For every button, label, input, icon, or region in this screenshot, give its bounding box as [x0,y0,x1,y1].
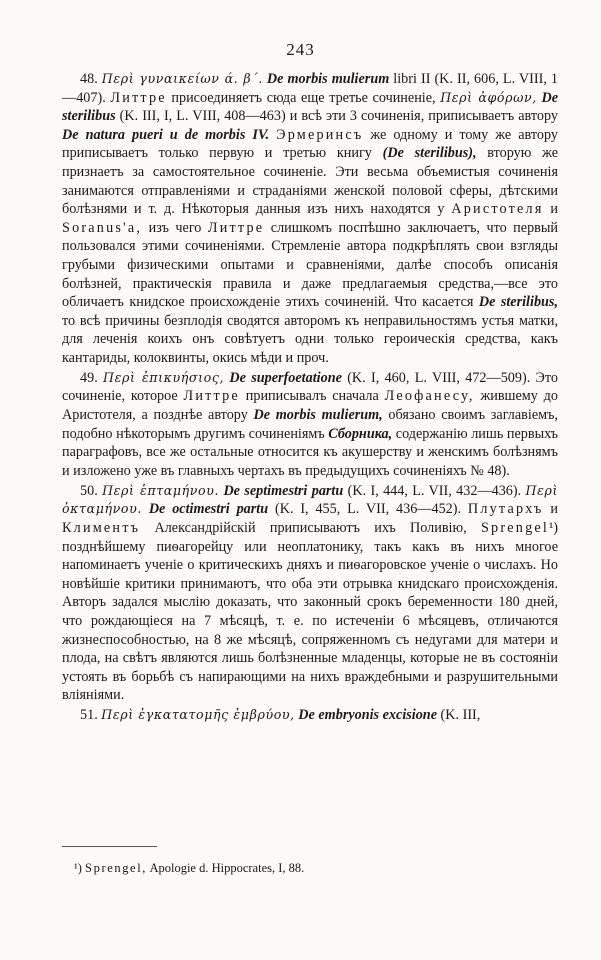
text-segment: 48. [80,71,102,87]
text-segment: Сборника, [328,425,393,442]
footnote-text: Apologie d. Hippocrates, I, 88. [147,861,305,875]
text-segment: 49. [80,369,104,386]
text-segment: же одному и тому же автору приписываетъ только первую и третью книгу [62,126,558,162]
text-segment: слишкомъ поспѣшно заключаетъ, что первый пользовался этими сочиненіями. Стремленіе автора подкрѣплять свои взгляды грубыми физическими опытами и сравненіями, далѣе способъ описанія болѣзней, практическія правила и даже предлагаемыя средства,—все это обличаетъ книдское происхожденіе этихъ сочиненій. Что касается [62,219,558,311]
text-segment: De superfoetatione [229,369,342,386]
text-segment: Плутархъ [467,501,544,518]
text-segment: обязано своимъ заглавіемъ, подобно нѣкоторымъ другимъ сочиненіямъ [62,407,558,442]
text-segment: (K. I, 455, L. VII, 436—452). [268,501,468,518]
footnote [74,860,554,876]
text-segment: Литтре [110,89,167,106]
text-segment: (De sterilibus), [382,145,477,162]
text-segment: (K. I, 444, L. VII, 432—436). [343,482,526,499]
footnote-rule [62,846,157,847]
text-segment: ¹) позднѣйшему пиѳагорейцу или неоплатонику, такъ какъ въ нихъ многое напоминаетъ ученіе о критическихъ дняхъ и пиѳагоровское ученіе о числахъ. Но новѣйшіе критики принимаютъ, что оба эти отрывка книдскаго происхожденія. Авторъ задался мыслію доказать, что законный срокъ беременности 180 дней, что рождающіеся на 7 мѣсяцѣ, т. е. по истеченіи 6 мѣсяцевъ, отличаются жизнеспособностью, на 8 же мѣсяцѣ, сопряженномъ съ недугами для матери и плода, на свѣтъ являются лишь болѣзненные младенцы, которые не въ состояніи устоять въ борьбѣ съ напирающими на нихъ враждебными и разрушительными вліяніями. [62,520,558,704]
text-segment: Литтре [207,219,265,236]
text-segment: и [543,501,559,518]
text-segment: Περὶ ἑπταμήνου. [102,482,220,498]
text-segment: Литтре [183,388,240,405]
text-segment: присоединяетъ сюда еще третье сочиненіе, [166,89,441,106]
text-segment: Sprengel [480,520,550,537]
text-segment: Климентъ [62,520,141,537]
text-segment: вторую же признаетъ за самостоятельное сочиненіе. Эти весьма объемистыя сочиненія занимаются отправленіями и страданіями женской половой сферы, дѣтскими болѣзнями и т. д. Нѣкоторыя данныя изъ нихъ находятся у [62,145,558,218]
text-segment: De sterilibus [62,89,558,125]
text-segment: De septimestri partu [223,482,344,499]
text-segment: libri II (K. II, 606, L. VIII, 1—407). [62,71,559,106]
paragraph [62,70,558,368]
text-segment: De octimestri partu [148,501,269,518]
text-segment: то всѣ причины безплодія сводятся авторомъ къ неправильностямъ устья матки, для леченія коихъ онъ совѣтуетъ одни только героическія средства, какъ кантариды, колоквинты, окись мѣди и проч. [62,312,558,366]
paragraph [62,482,558,705]
text-segment: Περὶ ἐπικυήσιος, [103,369,225,385]
text-segment: (K. I, 460, L. VIII, 472—509). Это сочиненіе, которое [62,369,559,405]
text-segment: Аристотеля [451,201,544,218]
text-segment: 50. [80,482,103,499]
text-segment: Περὶ ἀφόρων, [440,89,537,105]
text-segment: 51. [80,707,102,724]
text-segment: Александрійскій приписываютъ ихъ Поливію, [140,520,481,537]
text-segment: De natura pueri и de morbis IV. [62,126,270,143]
body-text [62,70,558,726]
footnote-marker: ¹) [74,861,82,875]
page-number: 243 [286,40,315,59]
text-segment: Soranus'a, [62,219,143,236]
text-segment [142,501,149,517]
footnote-author: Sprengel, [85,861,148,875]
text-segment: Περὶ ἐγκατατομῆς ἐμβρύου, [101,707,295,723]
text-segment: приписывалъ сначала [239,388,385,405]
text-segment: жившему до Аристотеля, а позднѣе автору [62,388,558,424]
paragraph [62,706,558,725]
text-segment: изъ чего [142,219,208,236]
text-segment: De sterilibus, [478,294,558,311]
text-segment: Леофанесу, [384,388,475,405]
paragraph [62,369,558,481]
text-segment: De morbis mulierum, [253,407,383,424]
text-segment: De morbis mulierum [266,71,390,87]
text-segment: Περὶ ὀκταμήνου. [62,482,558,517]
text-segment: Περὶ γυναικείων ά. β΄. [101,71,263,86]
text-segment: (K. III, I, L. VIII, 408—463) и всѣ эти 3 сочиненія, приписываетъ автору [115,108,558,125]
text-segment: содержанію лишь первыхъ параграфовъ, все же остальные относится къ акушерству и женскимъ болѣзнямъ и изложено уже въ главныхъ чертахъ въ предыдущихъ сочиненіяхъ № 48). [62,425,558,479]
text-segment: Эрмеринсъ [276,126,364,143]
text-segment: и [543,201,559,218]
text-segment: De embryonis excisione [298,707,437,724]
text-segment: (K. III, [437,707,481,724]
